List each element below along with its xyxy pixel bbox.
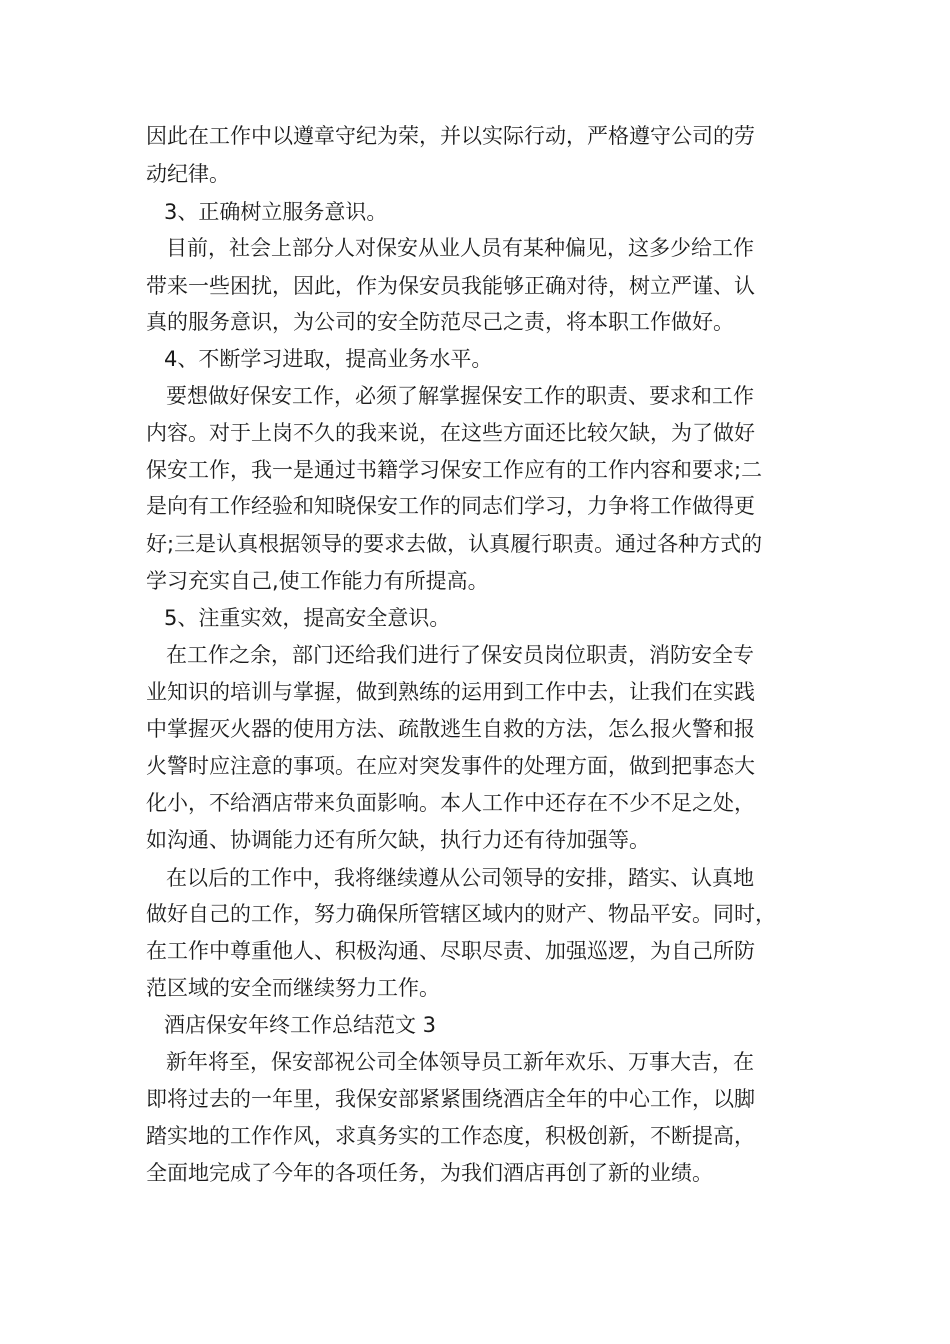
text-line: 在以后的工作中，我将继续遵从公司领导的安排，踏实、认真地	[166, 866, 754, 890]
text-line: 火警时应注意的事项。在应对突发事件的处理方面，做到把事态大	[146, 754, 755, 778]
text-line: 化小，不给酒店带来负面影响。本人工作中还存在不少不足之处，	[146, 791, 755, 815]
text-line: 要想做好保安工作，必须了解掌握保安工作的职责、要求和工作	[166, 384, 754, 408]
text-line: 动纪律。	[146, 162, 230, 186]
section-heading: 5、注重实效，提高安全意识。	[164, 606, 451, 630]
text-line: 因此在工作中以遵章守纪为荣，并以实际行动，严格遵守公司的劳	[146, 124, 755, 148]
text-line: 在工作之余，部门还给我们进行了保安员岗位职责，消防安全专	[166, 643, 754, 667]
text-line: 学习充实自己,使工作能力有所提高。	[146, 569, 489, 593]
text-line: 范区域的安全而继续努力工作。	[146, 976, 440, 1000]
text-line: 真的服务意识，为公司的安全防范尽己之责，将本职工作做好。	[146, 310, 734, 334]
text-line: 全面地完成了今年的各项任务，为我们酒店再创了新的业绩。	[146, 1161, 713, 1185]
text-line: 新年将至，保安部祝公司全体领导员工新年欢乐、万事大吉，在	[166, 1050, 754, 1074]
text-line: 业知识的培训与掌握，做到熟练的运用到工作中去，让我们在实践	[146, 680, 755, 704]
text-line: 中掌握灭火器的使用方法、疏散逃生自救的方法，怎么报火警和报	[146, 717, 755, 741]
text-line: 踏实地的工作作风，求真务实的工作态度，积极创新，不断提高，	[146, 1124, 755, 1148]
text-line: 带来一些困扰，因此，作为保安员我能够正确对待，树立严谨、认	[146, 274, 755, 298]
text-line: 是向有工作经验和知晓保安工作的同志们学习，力争将工作做得更	[146, 494, 755, 518]
text-line: 好;三是认真根据领导的要求去做，认真履行职责。通过各种方式的	[146, 532, 763, 556]
text-line: 做好自己的工作，努力确保所管辖区域内的财产、物品平安。同时，	[146, 902, 776, 926]
section-heading: 3、正确树立服务意识。	[164, 200, 388, 224]
section-heading: 4、不断学习进取，提高业务水平。	[164, 347, 493, 371]
text-line: 内容。对于上岗不久的我来说，在这些方面还比较欠缺，为了做好	[146, 421, 755, 445]
text-line: 目前，社会上部分人对保安从业人员有某种偏见，这多少给工作	[166, 236, 754, 260]
text-line: 即将过去的一年里，我保安部紧紧围绕酒店全年的中心工作，以脚	[146, 1087, 755, 1111]
text-line: 在工作中尊重他人、积极沟通、尽职尽责、加强巡逻，为自己所防	[146, 939, 755, 963]
text-line: 保安工作，我一是通过书籍学习保安工作应有的工作内容和要求;二	[146, 458, 763, 482]
text-line: 如沟通、协调能力还有所欠缺，执行力还有待加强等。	[146, 828, 650, 852]
document-subtitle: 酒店保安年终工作总结范文 3	[164, 1013, 437, 1037]
